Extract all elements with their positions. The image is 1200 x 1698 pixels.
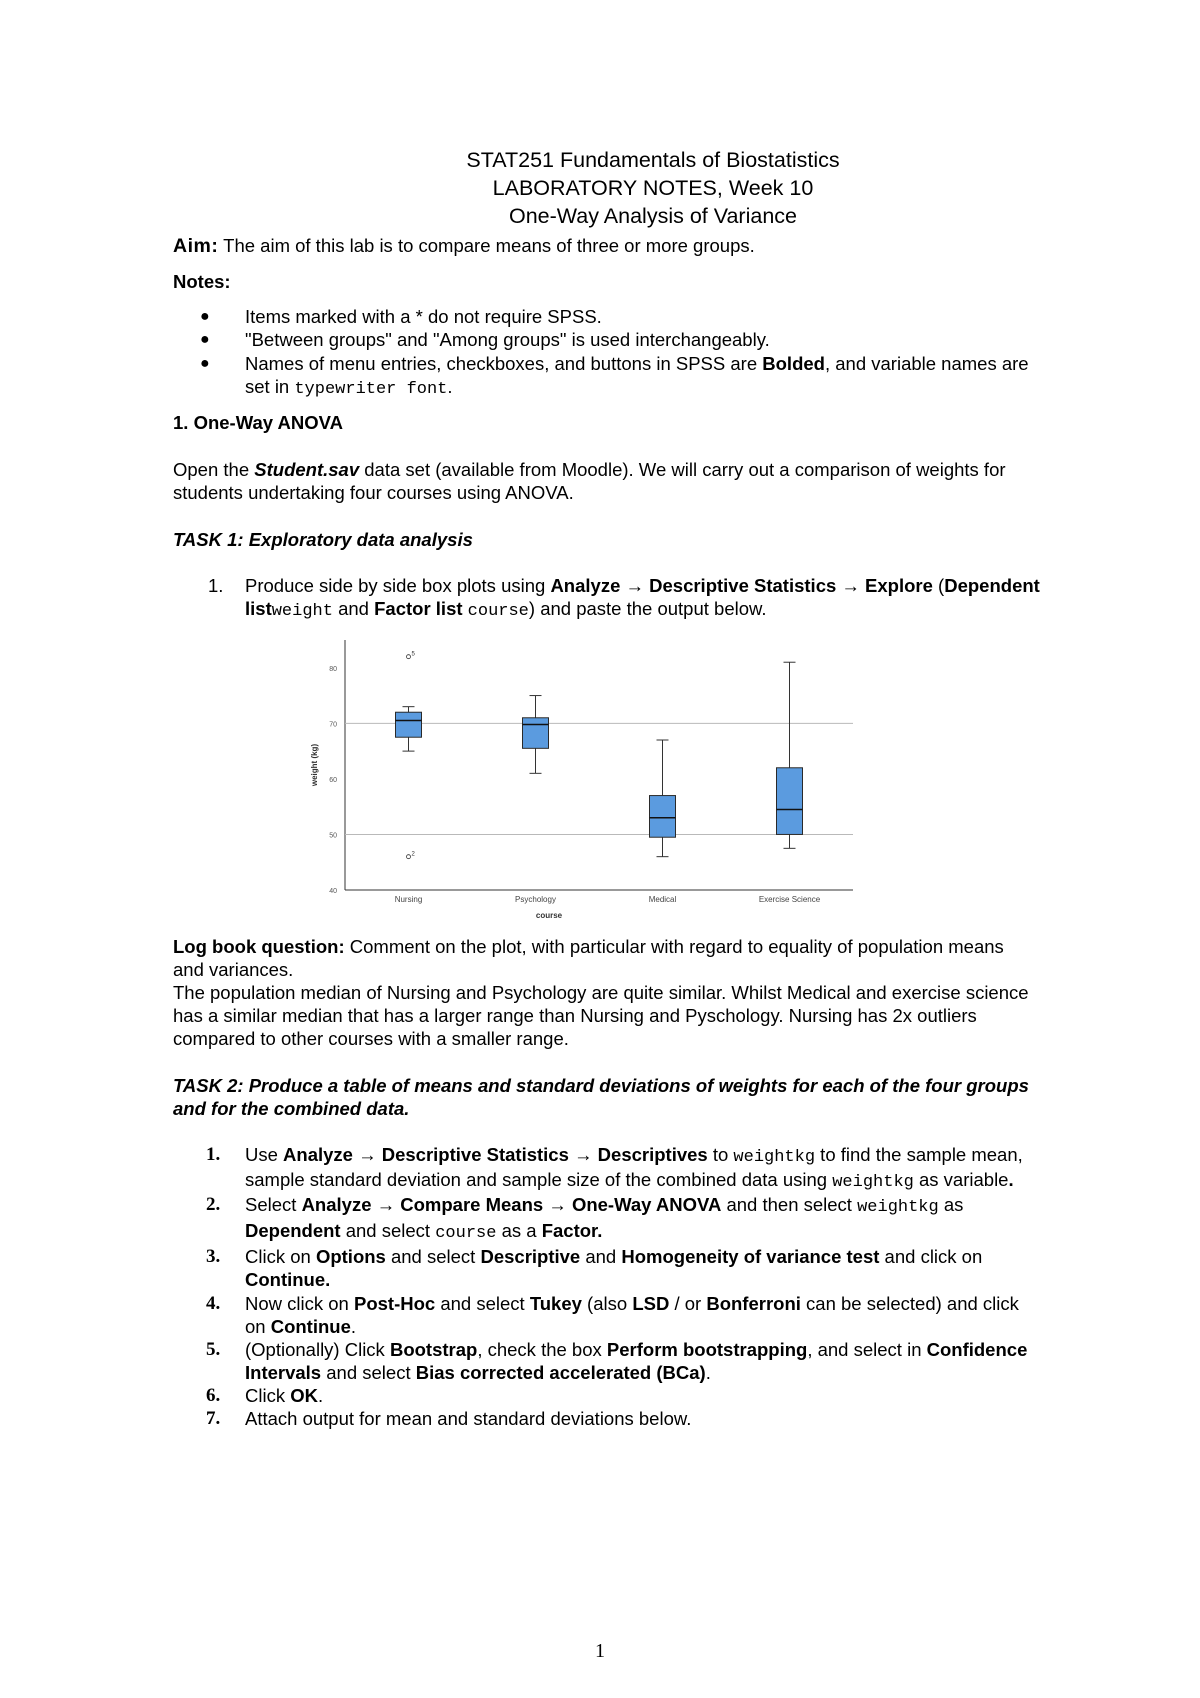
y-tick-label: 60 xyxy=(329,776,337,784)
outlier-label: 2 xyxy=(411,851,415,858)
aim-line xyxy=(173,234,755,258)
logbook-question-line1: Log book question: Comment on the plot, with particular with regard to equality of population means xyxy=(173,936,1004,957)
logbook-question-line2: and variances. xyxy=(173,959,294,980)
task1-step-line2: listweight and Factor list course) and paste the output below. xyxy=(245,598,767,621)
x-tick-label: Nursing xyxy=(394,895,423,904)
task2-step5-line1: (Optionally) Click Bootstrap, check the box Perform bootstrapping, and select in Confidence xyxy=(245,1339,1028,1360)
box-iqr xyxy=(396,712,422,737)
logbook-answer-line2: has a similar median that has a larger range than Nursing and Pyschology. Nursing has 2x outliers xyxy=(173,1005,977,1026)
task2-step2-line2: Dependent and select course as a Factor. xyxy=(245,1220,603,1243)
page-number: 1 xyxy=(595,1640,605,1662)
outlier-point xyxy=(407,855,411,859)
title-course: STAT251 Fundamentals of Biostatistics xyxy=(466,148,840,172)
outlier-point xyxy=(407,655,411,659)
y-tick-label: 70 xyxy=(329,721,337,729)
task2-step-number: 4. xyxy=(206,1293,221,1314)
task1-step-number: 1. xyxy=(208,575,224,596)
aim-label: Aim: xyxy=(173,235,219,257)
task2-step4-line2: on Continue. xyxy=(245,1316,357,1337)
logbook-label: Log book question: xyxy=(173,936,345,957)
task2-step-number: 2. xyxy=(206,1194,221,1215)
x-axis-label: course xyxy=(535,911,563,920)
task2-step-number: 7. xyxy=(206,1408,221,1429)
box-psychology xyxy=(523,696,549,774)
data-file-name: Student.sav xyxy=(254,459,360,480)
notes-label: Notes: xyxy=(173,271,231,292)
weight-by-course-boxplot xyxy=(253,640,933,930)
task2-heading-line2: and for the combined data. xyxy=(173,1098,410,1119)
y-tick-label: 40 xyxy=(329,888,337,895)
section1-open-line: Open the Student.sav data set (available from Moodle). We will carry out a comparison of weights for xyxy=(173,459,1006,480)
task2-heading-line1: TASK 2: Produce a table of means and standard deviations of weights for each of the four groups xyxy=(173,1075,1029,1096)
task2-step-number: 1. xyxy=(206,1144,221,1165)
logbook-answer-line1: The population median of Nursing and Psychology are quite similar. Whilst Medical and exercise science xyxy=(173,982,1029,1003)
box-exercise-science xyxy=(777,662,803,848)
aim-text: The aim of this lab is to compare means of three or more groups. xyxy=(218,235,755,256)
task2-step5-line2: Intervals and select Bias corrected accelerated (BCa). xyxy=(245,1362,711,1383)
task2-step2-line1: Select Analyze → Compare Means → One-Way ANOVA and then select weightkg as xyxy=(245,1194,964,1217)
box-iqr xyxy=(777,768,803,835)
document-title xyxy=(173,146,1133,230)
x-tick-label: Exercise Science xyxy=(758,895,821,904)
task2-step6-line1: Click OK. xyxy=(245,1385,324,1406)
section1-heading: 1. One-Way ANOVA xyxy=(173,412,343,433)
y-tick-label: 50 xyxy=(329,832,337,840)
box-nursing xyxy=(396,652,422,859)
task2-step-number: 3. xyxy=(206,1246,221,1267)
y-axis-label: weight (kg) xyxy=(310,743,319,787)
x-tick-label: Psychology xyxy=(515,895,556,904)
task2-step3-line2: Continue. xyxy=(245,1269,331,1290)
box-iqr xyxy=(650,796,676,838)
section1-open-line2: students undertaking four courses using ANOVA. xyxy=(173,482,574,503)
y-tick-label: 80 xyxy=(329,665,337,673)
x-tick-label: Medical xyxy=(648,895,677,904)
box-medical xyxy=(650,740,676,857)
task1-step-line1: Produce side by side box plots using Analyze → Descriptive Statistics → Explore (Dependent xyxy=(245,575,1040,596)
outlier-label: 5 xyxy=(411,651,415,658)
box-iqr xyxy=(523,718,549,749)
task2-step1-line1: Use Analyze → Descriptive Statistics → Descriptives to weightkg to find the sample mean, xyxy=(245,1144,1023,1167)
task2-step3-line1: Click on Options and select Descriptive and Homogeneity of variance test and click on xyxy=(245,1246,983,1267)
task2-step-number: 5. xyxy=(206,1339,221,1360)
notes-item-continuation: set in typewriter font. xyxy=(245,376,453,399)
task2-step1-line2: sample standard deviation and sample size of the combined data using weightkg as variable. xyxy=(245,1169,1014,1192)
logbook-answer-line3: compared to other courses with a smaller range. xyxy=(173,1028,569,1049)
task1-heading: TASK 1: Exploratory data analysis xyxy=(173,529,473,550)
task2-step-number: 6. xyxy=(206,1385,221,1406)
task2-step4-line1: Now click on Post-Hoc and select Tukey (also LSD / or Bonferroni can be selected) and click xyxy=(245,1293,1019,1314)
title-topic: One-Way Analysis of Variance xyxy=(509,204,797,228)
task2-step7-line1: Attach output for mean and standard deviations below. xyxy=(245,1408,692,1429)
title-week: LABORATORY NOTES, Week 10 xyxy=(492,176,814,200)
